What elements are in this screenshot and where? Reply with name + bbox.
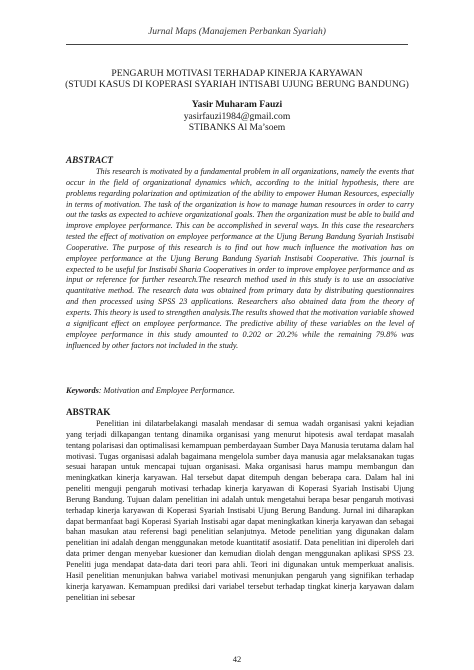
page-number: 42 — [232, 654, 242, 664]
author-name: Yasir Muharam Fauzi — [191, 99, 283, 110]
author-email: yasirfauzi1984@gmail.com — [183, 110, 291, 122]
keywords-text: : Motivation and Employee Performance. — [98, 386, 235, 395]
keywords-line — [66, 386, 414, 395]
journal-header: Jurnal Maps (Manajemen Perbankan Syariah) — [148, 27, 326, 37]
header-divider — [66, 44, 408, 45]
abstrak-text: Penelitian ini dilatarbelakangi masalah mendasar di semua wadah organisasi yakni kejadian yang terjadi dilkapangan tentang dinamika organisasi yang menurut hipotesis awal terdapat masalah tentang polarisasi dan optimalisasi kemampuan pemberdayaan Sumber Daya Manusia terutama dalam hal motivasi. Tugas organisasi adalah bagaimana mengelola sumber daya manusia agar melaksanakan tugas sesuai harapan untuk mencapai tujuan organisasi. Maka organisasi harus mampu membangun dan meningkatkan kinerja karyawan. Hal tersebut dapat ditempuh dengan beberapa cara. Dalam hal ini peneliti menguji pengaruh motivasi terhadap kinerja karyawan di Koperasi Syariah Instisabi Ujung Berung Bandung. Tujuan dalam penelitian ini adalah untuk mengetahui berapa besar pengaruh motivasi terhadap kinerja karyawan di Koperasi Syariah Instisabi Ujung Berung Bandung. Jurnal ini diharapkan dapat bermanfaat bagi Koperasi Syariah Instisabi agar dapat meningkatkan kinerja karyawan dan sebagai bahan masukan atau referensi bagi penelitian selanjutnya. Metode penelitian yang digunakan dalam penelitian ini adalah dengan menggunakan metode kuantitatif asosiatif. Data penelitian ini diperoleh dari data primer dengan menyebar kuesioner dan kemudian diolah dengan menggunakan aplikasi SPSS 23. Peneliti juga mendapat data-data dari teori para ahli. Teori ini digunakan untuk memperkuat analisis. Hasil penelitian menunjukan bahwa variabel motivasi menunjukan pengaruh yang signifikan terhadap kinerja karyawan. Kemampuan prediksi dari variabel tersebut terhadap tingkat kinerja karyawan dalam penelitian ini sebesar — [66, 419, 414, 602]
keywords-label: Keywords — [66, 386, 99, 395]
abstract-text: This research is motivated by a fundamental problem in all organizations, namely the events that occur in the field of organizational dynamics which, according to the initial hypothesis, there are problems regarding polarization and optimization of the ability to empower Human Resources, especially in terms of motivation. The task of the organization is how to manage human resources in order to carry out the tasks as expected to achieve organizational goals. Then the organization must be able to build and improve employee performance. This can be accomplished in several ways. In this case the researchers tested the effect of motivation on employee performance at the Ujung Berung Bandung Syariah Instisabi Cooperative. The purpose of this research is to find out how much influence the motivation has on employee performance at the Ujung Berung Bandung Syariah Instisabi Cooperative. This journal is expected to be useful for Instisabi Sharia Cooperatives in order to improve employee performance and as input or reference for further research.The research method used in this study is to use an associative quantitative method. The research data was obtained from primary data by distributing questionnaires and then processed using SPSS 23 applications. Researchers also obtained data from the theory of experts. This theory is used to strengthen analysis.The results showed that the motivation variable showed a significant effect on employee performance. The predictive ability of these variables on the level of employee performance in this study amounted to 0.202 or 20.2% while the remaining 79.8% was influenced by other factors not included in the study. — [66, 167, 414, 350]
title-line-2: (STUDI KASUS DI KOPERASI SYARIAH INTISABI UJUNG BERUNG BANDUNG) — [65, 79, 409, 90]
title-line-1: PENGARUH MOTIVASI TERHADAP KINERJA KARYAWAN — [111, 68, 363, 79]
author-affiliation: STIBANKS Al Ma’soem — [188, 122, 286, 133]
author-block — [0, 99, 474, 134]
abstrak-heading: ABSTRAK — [66, 407, 111, 417]
article-title — [40, 68, 434, 90]
abstract-heading: ABSTRACT — [66, 155, 113, 165]
